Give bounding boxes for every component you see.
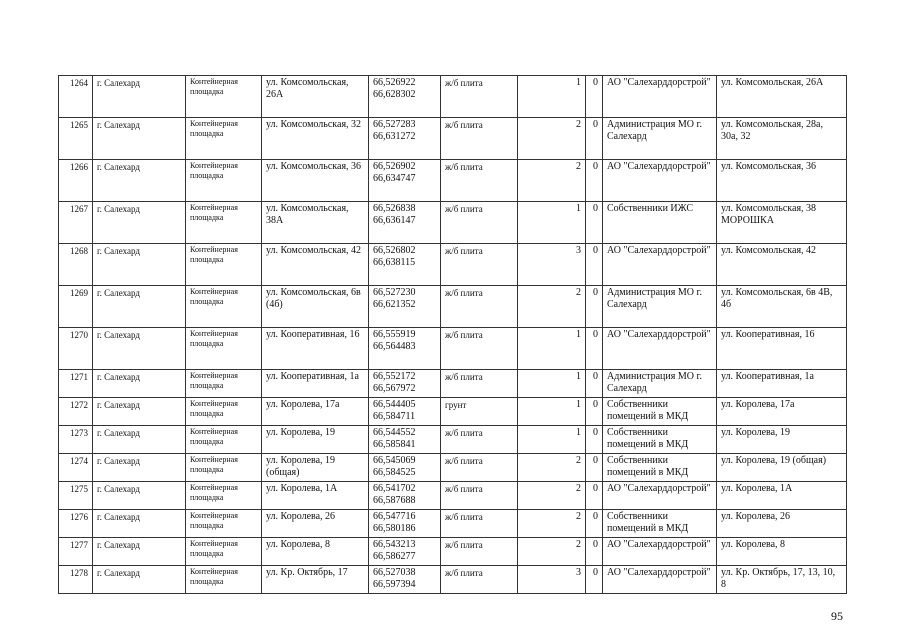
cell-volume: 0 [586,482,603,510]
cell-container-count: 2 [518,160,586,202]
cell-container-count: 1 [518,426,586,454]
cell-container-count: 2 [518,510,586,538]
cell-number: 1270 [59,328,93,370]
cell-site-type: Контейнерная площадка [186,510,262,538]
latitude: 66,555919 [373,329,416,340]
cell-container-count: 3 [518,244,586,286]
cell-number: 1271 [59,370,93,398]
cell-city: г. Салехард [93,160,186,202]
cell-city: г. Салехард [93,566,186,594]
cell-waste-source: ул. Кр. Октябрь, 17, 13, 10, 8 [717,566,847,594]
cell-number: 1276 [59,510,93,538]
cell-city: г. Салехард [93,202,186,244]
cell-address: ул. Комсомольская, 26А [262,76,369,118]
cell-container-count: 1 [518,328,586,370]
longitude: 66,584525 [373,467,416,478]
cell-volume: 0 [586,328,603,370]
cell-owner: АО "Салехарддорстрой" [603,566,717,594]
cell-coordinates [369,328,441,370]
latitude: 66,527038 [373,567,416,578]
cell-number: 1273 [59,426,93,454]
latitude: 66,526802 [373,245,416,256]
cell-surface: ж/б плита [441,482,518,510]
cell-waste-source: ул. Комсомольская, 26А [717,76,847,118]
cell-number: 1274 [59,454,93,482]
longitude: 66,631272 [373,131,416,142]
cell-surface: грунт [441,398,518,426]
cell-site-type: Контейнерная площадка [186,328,262,370]
cell-volume: 0 [586,370,603,398]
cell-city: г. Салехард [93,244,186,286]
table-row [59,370,847,398]
cell-volume: 0 [586,286,603,328]
cell-address: ул. Комсомольская, 38А [262,202,369,244]
cell-number: 1269 [59,286,93,328]
longitude: 66,584711 [373,411,416,422]
cell-container-count: 2 [518,118,586,160]
cell-coordinates [369,118,441,160]
cell-owner: Собственники ИЖС [603,202,717,244]
cell-owner: АО "Салехарддорстрой" [603,76,717,118]
cell-address: ул. Королева, 19 (общая) [262,454,369,482]
cell-surface: ж/б плита [441,454,518,482]
cell-city: г. Салехард [93,538,186,566]
cell-surface: ж/б плита [441,328,518,370]
latitude: 66,543213 [373,539,416,550]
cell-site-type: Контейнерная площадка [186,482,262,510]
cell-waste-source: ул. Кооперативная, 16 [717,328,847,370]
cell-surface: ж/б плита [441,566,518,594]
cell-address: ул. Комсомольская, 42 [262,244,369,286]
cell-number: 1272 [59,398,93,426]
cell-container-count: 2 [518,286,586,328]
cell-container-count: 2 [518,482,586,510]
table-body [59,76,847,594]
cell-city: г. Салехард [93,454,186,482]
cell-coordinates [369,426,441,454]
longitude: 66,621352 [373,299,416,310]
cell-coordinates [369,370,441,398]
cell-address: ул. Комсомольская, 6в (4б) [262,286,369,328]
table-row [59,538,847,566]
cell-volume: 0 [586,538,603,566]
cell-site-type: Контейнерная площадка [186,426,262,454]
cell-number: 1275 [59,482,93,510]
longitude: 66,636147 [373,215,416,226]
table-row [59,426,847,454]
cell-coordinates [369,510,441,538]
cell-site-type: Контейнерная площадка [186,454,262,482]
cell-surface: ж/б плита [441,202,518,244]
cell-coordinates [369,454,441,482]
cell-volume: 0 [586,118,603,160]
cell-waste-source: ул. Комсомольская, 38 МОРОШКА [717,202,847,244]
longitude: 66,597394 [373,579,416,590]
cell-site-type: Контейнерная площадка [186,244,262,286]
table-row [59,482,847,510]
cell-city: г. Салехард [93,76,186,118]
cell-owner: Администрация МО г. Салехард [603,370,717,398]
cell-waste-source: ул. Королева, 8 [717,538,847,566]
cell-site-type: Контейнерная площадка [186,286,262,328]
latitude: 66,552172 [373,371,416,382]
cell-owner: АО "Салехарддорстрой" [603,328,717,370]
cell-waste-source: ул. Королева, 1А [717,482,847,510]
cell-address: ул. Королева, 19 [262,426,369,454]
cell-city: г. Салехард [93,328,186,370]
cell-waste-source: ул. Королева, 19 (общая) [717,454,847,482]
latitude: 66,527283 [373,119,416,130]
cell-surface: ж/б плита [441,118,518,160]
cell-surface: ж/б плита [441,76,518,118]
cell-coordinates [369,202,441,244]
latitude: 66,526838 [373,203,416,214]
longitude: 66,567972 [373,383,416,394]
cell-waste-source: ул. Комсомольская, 28а, 30а, 32 [717,118,847,160]
cell-volume: 0 [586,454,603,482]
cell-container-count: 3 [518,566,586,594]
table-row [59,160,847,202]
cell-surface: ж/б плита [441,160,518,202]
cell-coordinates [369,538,441,566]
cell-address: ул. Кооперативная, 16 [262,328,369,370]
cell-coordinates [369,286,441,328]
cell-volume: 0 [586,76,603,118]
cell-waste-source: ул. Комсомольская, 6в 4В, 4б [717,286,847,328]
cell-waste-source: ул. Королева, 19 [717,426,847,454]
cell-container-count: 1 [518,76,586,118]
cell-surface: ж/б плита [441,538,518,566]
table-row [59,76,847,118]
cell-address: ул. Кооперативная, 1а [262,370,369,398]
cell-address: ул. Королева, 8 [262,538,369,566]
cell-coordinates [369,76,441,118]
table-row [59,566,847,594]
cell-site-type: Контейнерная площадка [186,538,262,566]
longitude: 66,628302 [373,89,416,100]
latitude: 66,526902 [373,161,416,172]
latitude: 66,526922 [373,77,416,88]
cell-owner: Собственники помещений в МКД [603,398,717,426]
longitude: 66,580186 [373,523,416,534]
cell-volume: 0 [586,426,603,454]
cell-waste-source: ул. Кооперативная, 1а [717,370,847,398]
cell-volume: 0 [586,510,603,538]
cell-city: г. Салехард [93,426,186,454]
cell-city: г. Салехард [93,482,186,510]
cell-site-type: Контейнерная площадка [186,566,262,594]
cell-city: г. Салехард [93,398,186,426]
cell-owner: АО "Салехарддорстрой" [603,482,717,510]
cell-surface: ж/б плита [441,426,518,454]
longitude: 66,638115 [373,257,416,268]
cell-coordinates [369,244,441,286]
cell-site-type: Контейнерная площадка [186,160,262,202]
cell-waste-source: ул. Королева, 26 [717,510,847,538]
cell-coordinates [369,398,441,426]
cell-city: г. Салехард [93,510,186,538]
cell-address: ул. Королева, 26 [262,510,369,538]
cell-container-count: 1 [518,370,586,398]
latitude: 66,544552 [373,427,416,438]
cell-waste-source: ул. Королева, 17а [717,398,847,426]
latitude: 66,545069 [373,455,416,466]
table-row [59,398,847,426]
cell-site-type: Контейнерная площадка [186,370,262,398]
cell-surface: ж/б плита [441,510,518,538]
longitude: 66,634747 [373,173,416,184]
cell-city: г. Салехард [93,286,186,328]
cell-site-type: Контейнерная площадка [186,118,262,160]
cell-site-type: Контейнерная площадка [186,398,262,426]
table-row [59,510,847,538]
cell-owner: Собственники помещений в МКД [603,454,717,482]
longitude: 66,585841 [373,439,416,450]
cell-address: ул. Королева, 1А [262,482,369,510]
cell-coordinates [369,482,441,510]
registry-table [58,75,847,594]
cell-volume: 0 [586,160,603,202]
cell-container-count: 2 [518,538,586,566]
cell-waste-source: ул. Комсомольская, 36 [717,160,847,202]
cell-owner: Администрация МО г. Салехард [603,118,717,160]
cell-city: г. Салехард [93,370,186,398]
cell-owner: АО "Салехарддорстрой" [603,160,717,202]
table-row [59,202,847,244]
cell-number: 1265 [59,118,93,160]
table-row [59,286,847,328]
cell-volume: 0 [586,244,603,286]
latitude: 66,547716 [373,511,416,522]
cell-owner: Собственники помещений в МКД [603,510,717,538]
cell-owner: Администрация МО г. Салехард [603,286,717,328]
cell-surface: ж/б плита [441,370,518,398]
cell-number: 1266 [59,160,93,202]
cell-address: ул. Комсомольская, 36 [262,160,369,202]
page-number: 95 [831,609,843,623]
cell-coordinates [369,566,441,594]
cell-container-count: 2 [518,454,586,482]
cell-volume: 0 [586,202,603,244]
cell-address: ул. Королева, 17а [262,398,369,426]
cell-address: ул. Кр. Октябрь, 17 [262,566,369,594]
table-row [59,454,847,482]
cell-surface: ж/б плита [441,286,518,328]
cell-owner: АО "Салехарддорстрой" [603,538,717,566]
latitude: 66,527230 [373,287,416,298]
cell-coordinates [369,160,441,202]
cell-owner: АО "Салехарддорстрой" [603,244,717,286]
cell-number: 1264 [59,76,93,118]
cell-container-count: 1 [518,398,586,426]
cell-surface: ж/б плита [441,244,518,286]
cell-owner: Собственники помещений в МКД [603,426,717,454]
cell-waste-source: ул. Комсомольская, 42 [717,244,847,286]
longitude: 66,586277 [373,551,416,562]
cell-city: г. Салехард [93,118,186,160]
cell-volume: 0 [586,566,603,594]
cell-number: 1277 [59,538,93,566]
table-row [59,328,847,370]
cell-number: 1278 [59,566,93,594]
table-row [59,118,847,160]
longitude: 66,587688 [373,495,416,506]
table-row [59,244,847,286]
cell-address: ул. Комсомольская, 32 [262,118,369,160]
longitude: 66,564483 [373,341,416,352]
cell-container-count: 1 [518,202,586,244]
cell-volume: 0 [586,398,603,426]
latitude: 66,541702 [373,483,416,494]
cell-site-type: Контейнерная площадка [186,202,262,244]
cell-number: 1268 [59,244,93,286]
latitude: 66,544405 [373,399,416,410]
cell-number: 1267 [59,202,93,244]
cell-site-type: Контейнерная площадка [186,76,262,118]
